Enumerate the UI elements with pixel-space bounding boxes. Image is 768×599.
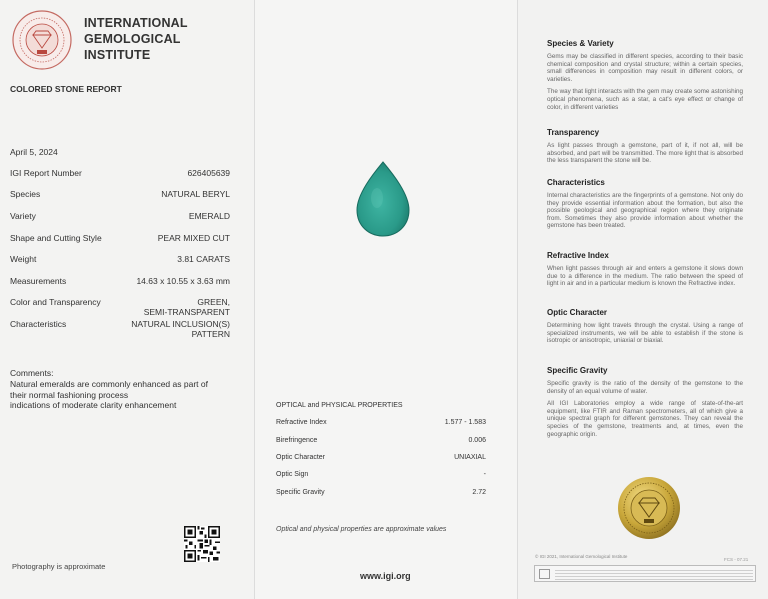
optical-value: UNIAXIAL — [454, 454, 486, 461]
copyright-text: © IGI 2021, International Gemological Institute — [535, 554, 628, 559]
institute-name-line2: GEMOLOGICAL — [84, 32, 181, 46]
row-value — [131, 319, 230, 339]
igi-logo-icon — [12, 10, 72, 70]
comment-line: indications of moderate clarity enhancement — [10, 400, 177, 410]
row-value-line2: PATTERN — [191, 329, 230, 339]
row-value: NATURAL BERYL — [161, 189, 230, 199]
institute-name-line3: INSTITUTE — [84, 48, 151, 62]
row-value: 3.81 CARATS — [177, 254, 230, 264]
gold-seal-icon — [617, 476, 681, 540]
info-title: Optic Character — [547, 308, 608, 317]
info-paragraph: Determining how light travels through the crystal. Using a range of specialized instruments, we will be able to establish if the stone is isotropic or anisotropic, uniaxial or biaxial. — [547, 322, 743, 345]
qr-code-icon[interactable] — [184, 526, 220, 562]
institute-name — [84, 15, 188, 63]
row-value-line2: SEMI-TRANSPARENT — [143, 307, 230, 317]
info-paragraph: The way that light interacts with the gem may create some astonishing optical phenomena, such as a star, a cat's eye effect or change of color, in different varieties — [547, 88, 743, 111]
row-label: IGI Report Number — [10, 168, 82, 178]
optical-label: Birefringence — [276, 437, 318, 444]
fine-print-lines — [555, 569, 753, 580]
optical-value: 0.006 — [468, 437, 486, 444]
info-section-species-variety — [547, 39, 743, 116]
optical-heading: OPTICAL and PHYSICAL PROPERTIES — [276, 402, 403, 409]
report-title: COLORED STONE REPORT — [10, 84, 122, 94]
row-value-line1: NATURAL INCLUSION(S) — [131, 319, 230, 329]
middle-panel — [255, 0, 518, 599]
info-paragraph: As light passes through a gemstone, part of it, if not all, will be absorbed, and part will be transmitted. The more light that is absorbed the less transparent the stone will be. — [547, 142, 743, 165]
row-label: Shape and Cutting Style — [10, 233, 102, 243]
optical-value: 2.72 — [472, 489, 486, 496]
row-value: PEAR MIXED CUT — [157, 233, 230, 243]
row-value: EMERALD — [188, 211, 230, 221]
info-paragraph: When light passes through air and enters a gemstone it slows down due to a difference in the medium. The ratio between the speed of light in air and in a particular medium is known the Refractive index. — [547, 265, 743, 288]
info-paragraph: Internal characteristics are the fingerprints of a gemstone. Not only do they provide essential information about the formation, but also the possible geological and geographical region where they originate from. Sometimes they also provide information about whether the gemstone has been treated. — [547, 192, 743, 230]
report-date: April 5, 2024 — [10, 147, 58, 157]
row-label: Weight — [10, 254, 37, 264]
document-code: FCS - 07.21 — [724, 557, 749, 562]
info-section-characteristics — [547, 178, 743, 235]
gemstone-image — [355, 160, 411, 238]
comment-line: their normal fashioning process — [10, 389, 129, 400]
info-section-refractive-index — [547, 251, 743, 293]
approximate-values-note: Optical and physical properties are approximate values — [276, 526, 447, 533]
row-label: Species — [10, 189, 41, 199]
row-label: Characteristics — [10, 319, 67, 329]
row-value-line1: GREEN, — [197, 297, 230, 307]
row-value — [144, 297, 230, 317]
info-title: Specific Gravity — [547, 366, 608, 375]
optical-value: - — [483, 471, 486, 478]
optical-label: Optic Sign — [276, 471, 309, 478]
row-label: Color and Transparency — [10, 297, 101, 307]
info-title: Characteristics — [547, 178, 605, 187]
info-title: Species & Variety — [547, 39, 614, 48]
info-paragraph: All IGI Laboratories employ a wide range of state-of-the-art equipment, like FTIR and Raman spectrometers, all of which give a unique spectral graph for different gemstones. They can reveal the species of the gemstone, treatments and, at times, even the geographic origin. — [547, 400, 743, 438]
optical-label: Optic Character — [276, 454, 326, 461]
info-title: Refractive Index — [547, 251, 609, 260]
info-section-optic-character — [547, 308, 743, 350]
optical-label: Specific Gravity — [276, 489, 325, 496]
row-value: 14.63 x 10.55 x 3.63 mm — [136, 276, 230, 286]
website-link[interactable]: www.igi.org — [360, 571, 411, 581]
info-section-transparency — [547, 128, 743, 170]
optical-value: 1.577 - 1.583 — [444, 419, 486, 426]
info-paragraph: Gems may be classified in different species, according to their basic chemical composition and crystal structure; within a certain species, small differences in composition may result in different colors, or varieties. — [547, 53, 743, 83]
row-label: Variety — [10, 211, 36, 221]
comments-heading: Comments: — [10, 368, 54, 378]
comment-line: Natural emeralds are commonly enhanced as part of — [10, 379, 208, 389]
info-paragraph: Specific gravity is the ratio of the density of the gemstone to the density of an equal volume of water. — [547, 380, 743, 395]
row-label: Measurements — [10, 276, 67, 286]
row-value: 626405639 — [187, 168, 230, 178]
photography-note: Photography is approximate — [12, 562, 106, 571]
security-fine-print — [534, 565, 756, 582]
institute-name-line1: INTERNATIONAL — [84, 16, 188, 30]
info-section-specific-gravity — [547, 366, 743, 443]
comments-text — [10, 379, 240, 411]
info-title: Transparency — [547, 128, 600, 137]
optical-label: Refractive Index — [276, 419, 327, 426]
document-icon — [539, 569, 550, 579]
